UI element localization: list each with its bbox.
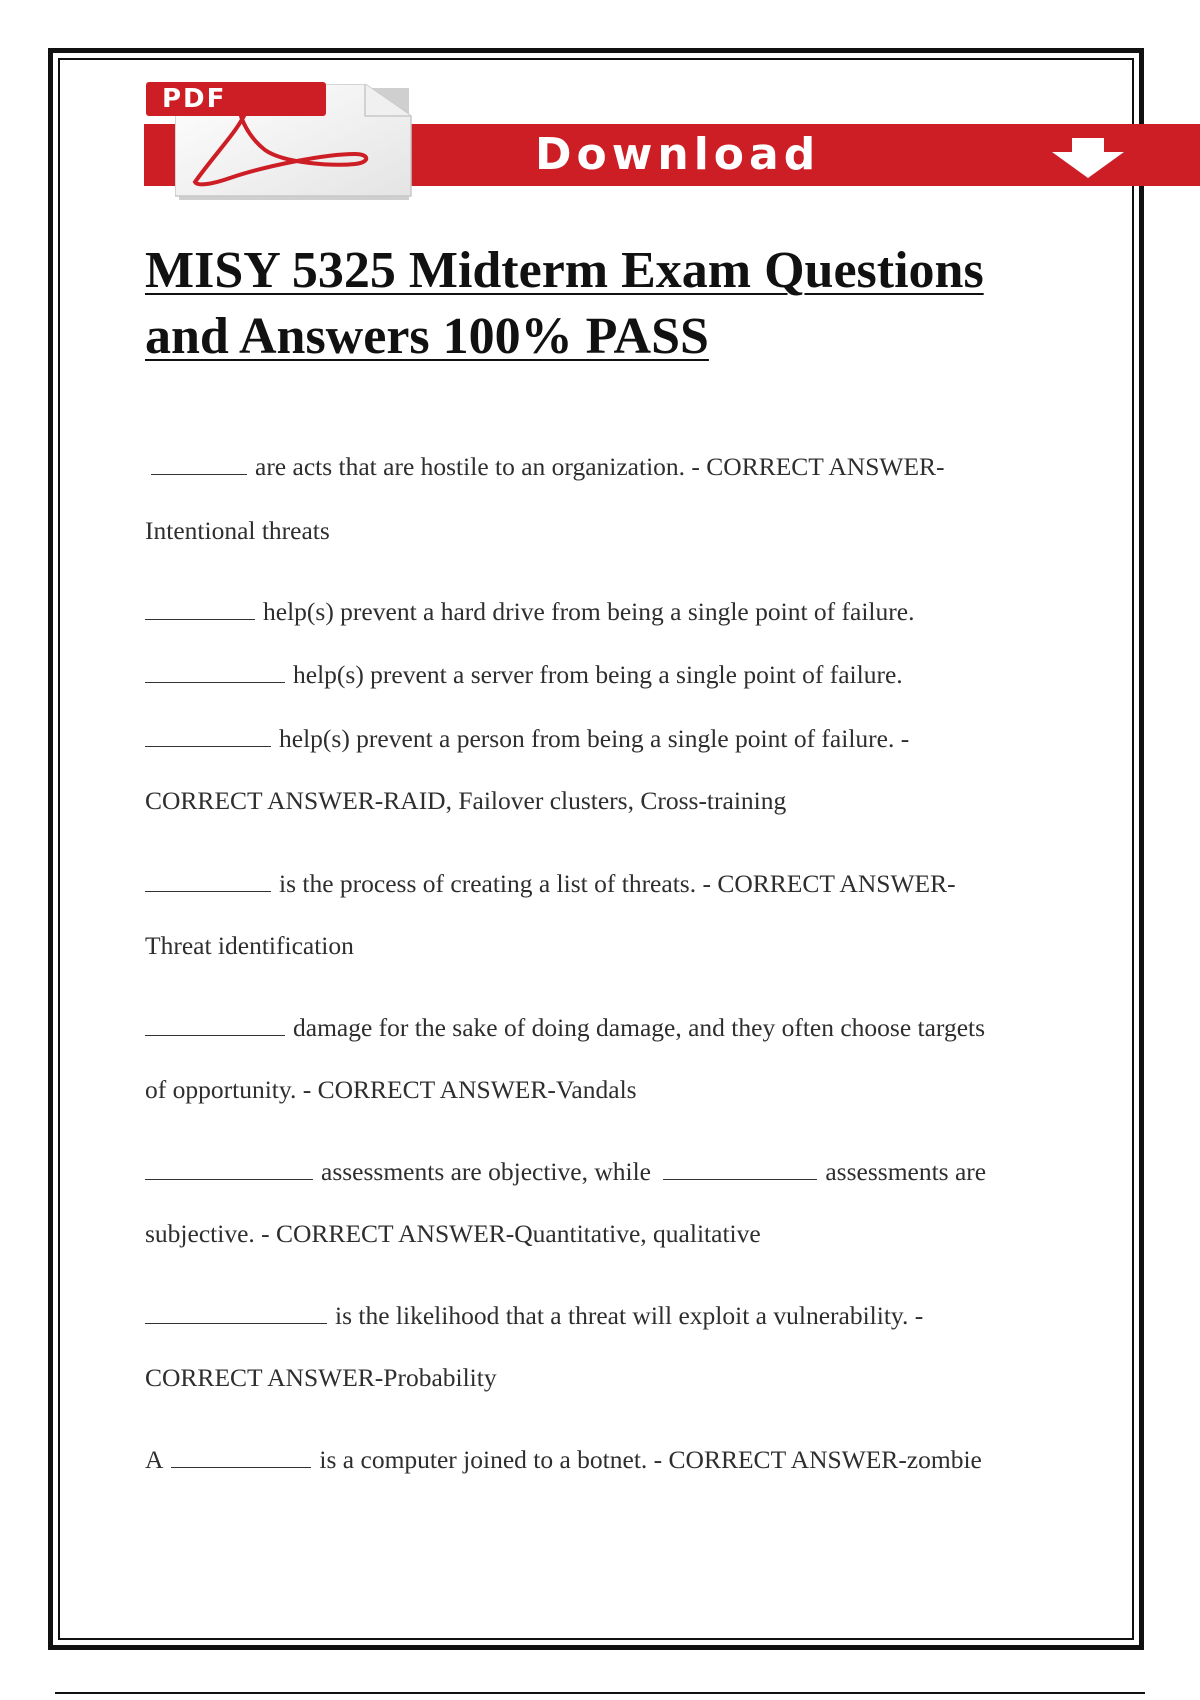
question-line: are acts that are hostile to an organization. - CORRECT ANSWER- <box>145 452 945 482</box>
answer-blank <box>145 1305 327 1324</box>
answer-blank <box>145 601 255 620</box>
answer-line: subjective. - CORRECT ANSWER-Quantitative, qualitative <box>145 1219 761 1248</box>
download-arrow-icon[interactable] <box>1050 138 1126 178</box>
answer-blank <box>145 873 271 892</box>
answer-blank <box>151 456 247 475</box>
answer-line: Threat identification <box>145 931 354 960</box>
question-line: help(s) prevent a server from being a single point of failure. <box>145 660 903 690</box>
answer-line: of opportunity. - CORRECT ANSWER-Vandals <box>145 1075 637 1104</box>
answer-line: CORRECT ANSWER-RAID, Failover clusters, Cross-training <box>145 786 787 815</box>
question-line: is the process of creating a list of threats. - CORRECT ANSWER- <box>145 869 956 899</box>
title-line-2: and Answers 100% PASS <box>145 308 709 365</box>
answer-blank <box>145 1161 313 1180</box>
answer-blank <box>145 728 271 747</box>
download-label[interactable]: Download <box>535 129 821 180</box>
answer-blank <box>171 1449 311 1468</box>
question-line: assessments are objective, while assessments are <box>145 1157 986 1187</box>
answer-line: Intentional threats <box>145 516 330 545</box>
page-title <box>145 238 1085 370</box>
title-line-1: MISY 5325 Midterm Exam Questions <box>145 242 984 299</box>
bottom-rule <box>55 1692 1145 1694</box>
answer-blank <box>663 1161 817 1180</box>
pdf-label: PDF <box>146 82 326 116</box>
question-line: damage for the sake of doing damage, and they often choose targets <box>145 1013 985 1043</box>
answer-blank <box>145 664 285 683</box>
question-line: help(s) prevent a hard drive from being a single point of failure. <box>145 597 914 627</box>
question-line: A is a computer joined to a botnet. - CORRECT ANSWER-zombie <box>145 1445 982 1474</box>
answer-blank <box>145 1017 285 1036</box>
question-line: help(s) prevent a person from being a single point of failure. - <box>145 724 909 754</box>
answer-line: CORRECT ANSWER-Probability <box>145 1363 497 1392</box>
question-line: is the likelihood that a threat will exploit a vulnerability. - <box>145 1301 923 1331</box>
